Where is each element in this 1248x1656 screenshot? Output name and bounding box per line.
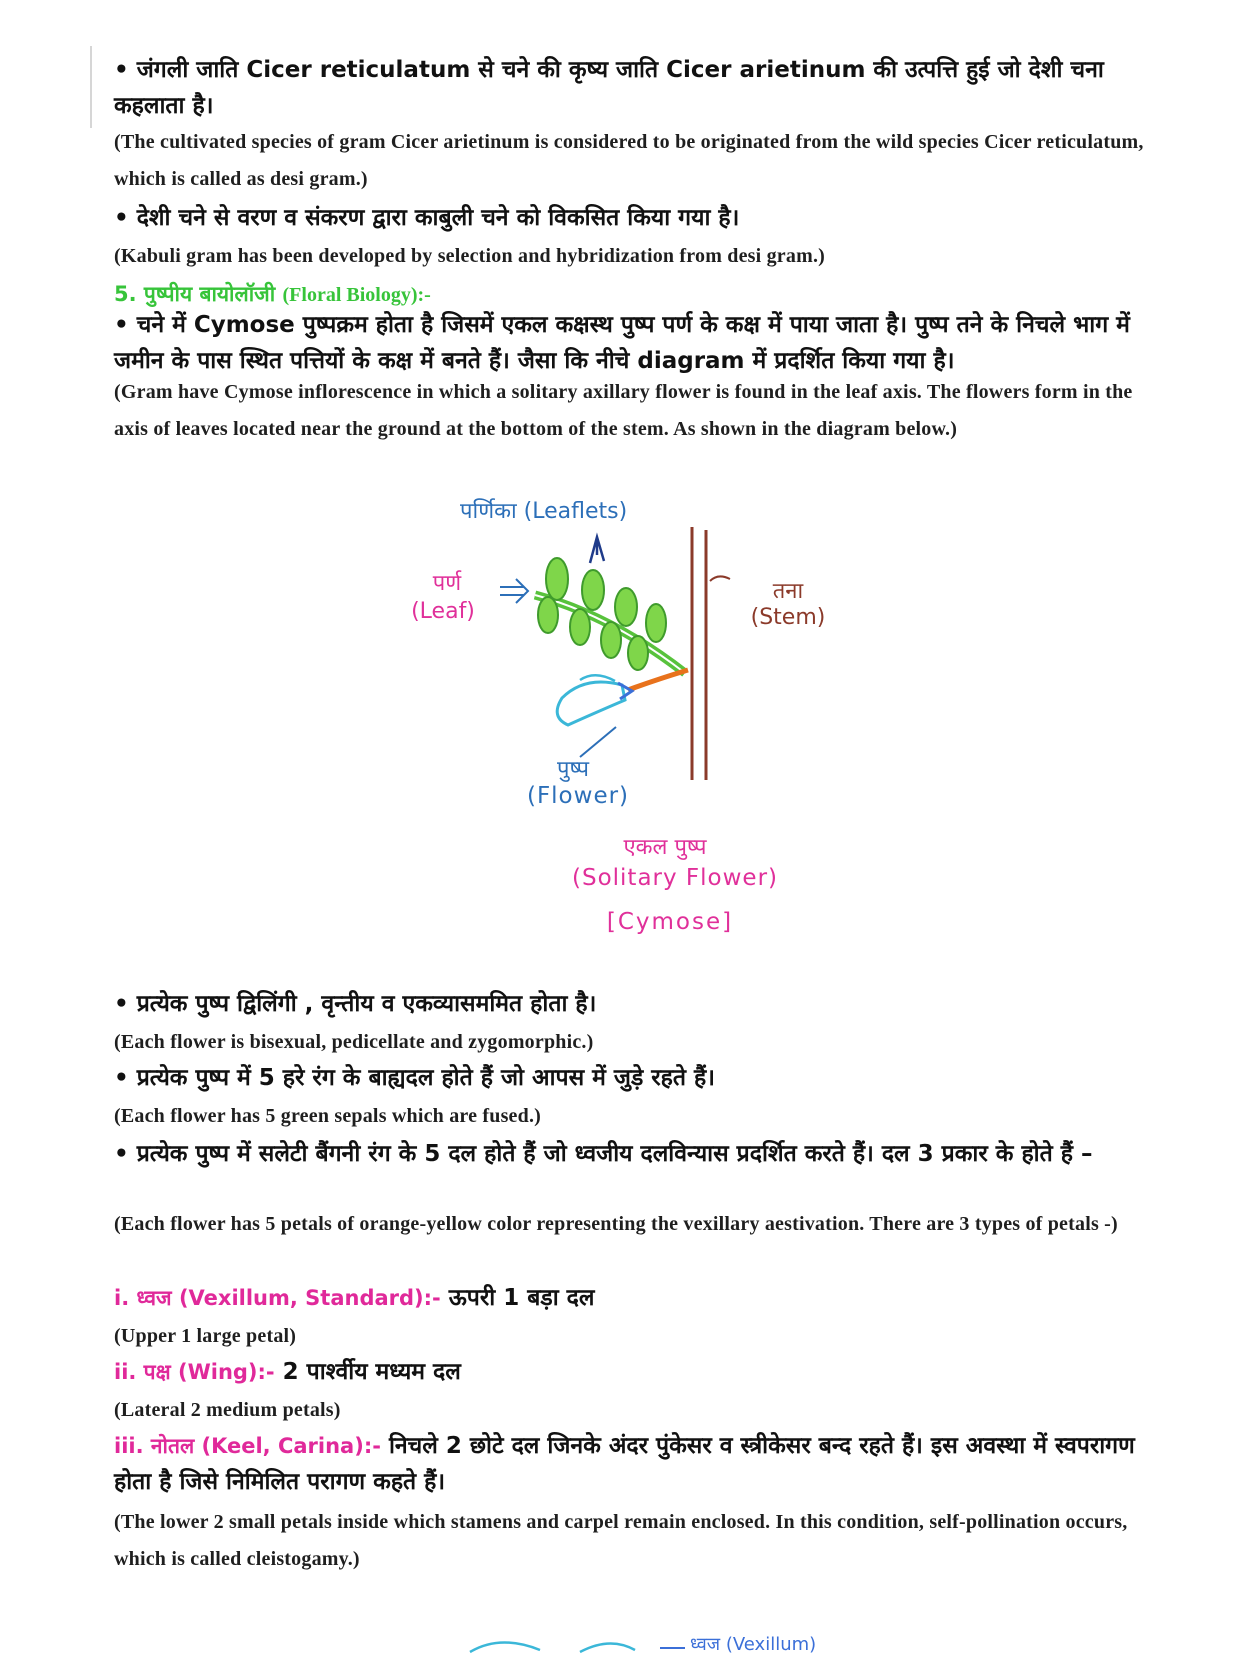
stem-pointer: [710, 576, 730, 581]
label-leaflets: पर्णिका (Leaflets): [460, 499, 628, 524]
p3-hindi: • चने में Cymose पुष्पक्रम होता है जिसमें एकल कक्षस्थ पुष्प पर्ण के कक्ष में पाया जाता है। पुष्प तने के निचले भाग में जमीन के पास स्थित पत्तियों के कक्ष में बनते हैं। जैसा कि नीचे diagram में प्रदर्शित किया गया है।: [114, 312, 1130, 374]
label-leaf-hindi: पर्ण: [432, 571, 462, 596]
caption-english: (Solitary Flower): [572, 865, 778, 891]
petal-wing-english: (Lateral 2 medium petals): [114, 1399, 341, 1421]
footer-sketch-curve-1: [470, 1642, 540, 1652]
petal-keel-label: iii. नोतल (Keel, Carina):-: [114, 1434, 381, 1458]
leaflet-4: [646, 604, 666, 642]
label-flower-hindi: पुष्प: [556, 757, 590, 782]
p5-hindi: • प्रत्येक पुष्प में 5 हरे रंग के बाह्यदल होते हैं जो आपस में जुड़े रहते हैं।: [114, 1065, 715, 1091]
petal-keel-english: (The lower 2 small petals inside which stamens and carpel remain enclosed. In this condition, self-pollination occurs, which is called cleistogamy.): [114, 1511, 1128, 1570]
heading-english: (Floral Biology):-: [282, 284, 431, 306]
petal-vexillum-label: i. ध्वज (Vexillum, Standard):-: [114, 1286, 441, 1310]
leaf-arrow: [500, 579, 528, 603]
margin-rule: [90, 46, 92, 128]
label-flower-english: (Flower): [526, 783, 630, 809]
caption-type: [Cymose]: [606, 909, 734, 935]
petal-vexillum-english: (Upper 1 large petal): [114, 1325, 297, 1347]
p2-hindi: • देशी चने से वरण व संकरण द्वारा काबुली चने को विकसित किया गया है।: [114, 205, 740, 231]
footer-sketch-label: ध्वज (Vexillum): [690, 1634, 817, 1655]
heading-hindi: 5. पुष्पीय बायोलॉजी: [114, 282, 276, 306]
leaflet-7: [601, 622, 621, 658]
petal-wing-hindi: 2 पार्श्वीय मध्यम दल: [274, 1359, 461, 1385]
p1-english: (The cultivated species of gram Cicer arietinum is considered to be originated from the wild species Cicer reticulatum, which is called as desi gram.): [114, 131, 1144, 190]
label-leaf-english: (Leaf): [411, 599, 475, 624]
caption-hindi: एकल पुष्प: [623, 835, 707, 860]
leaflet-8: [628, 636, 648, 670]
petal-vexillum-line: [114, 1280, 1164, 1316]
leaflet-6: [570, 609, 590, 645]
footer-sketch-curve-2: [580, 1643, 635, 1652]
petal-wing-line: [114, 1354, 1164, 1390]
p5-english: (Each flower has 5 green sepals which are fused.): [114, 1105, 542, 1127]
leaflet-3: [615, 588, 637, 626]
p2-english: (Kabuli gram has been developed by selection and hybridization from desi gram.): [114, 245, 826, 267]
footer-sketch: [460, 1630, 880, 1656]
leaflet-5: [538, 597, 558, 633]
flower-corolla: [557, 682, 625, 725]
label-stem-hindi: तना: [772, 579, 804, 604]
leaflets-arrow: [590, 537, 604, 563]
leaflet-1: [546, 558, 568, 600]
p6-hindi: • प्रत्येक पुष्प में सलेटी बैंगनी रंग के 5 दल होते हैं जो ध्वजीय दलविन्यास प्रदर्शित करते हैं। दल 3 प्रकार के होते हैं –: [114, 1141, 1093, 1167]
inflorescence-diagram: [400, 495, 860, 985]
p4-hindi: • प्रत्येक पुष्प द्विलिंगी , वृन्तीय व एकव्यासममित होता है।: [114, 991, 597, 1017]
petal-vexillum-hindi: ऊपरी 1 बड़ा दल: [440, 1285, 595, 1311]
petal-keel-line: [114, 1428, 1164, 1500]
p1-hindi: • जंगली जाति Cicer reticulatum से चने की कृष्य जाति Cicer arietinum की उत्पत्ति हुई जो देशी चना कहलाता है।: [114, 57, 1104, 119]
leaflet-2: [582, 570, 604, 610]
p3-english: (Gram have Cymose inflorescence in which a solitary axillary flower is found in the leaf axis. The flowers form in the axis of leaves located near the ground at the bottom of the stem. As shown in the diagram below.): [114, 381, 1133, 440]
label-stem-english: (Stem): [750, 605, 826, 630]
p4-english: (Each flower is bisexual, pedicellate and zygomorphic.): [114, 1031, 594, 1053]
section-heading-floral-biology: [114, 279, 1164, 310]
petal-keel-hindi: निचले 2 छोटे दल जिनके अंदर पुंकेसर व स्त्रीकेसर बन्द रहते हैं। इस अवस्था में स्वपरागण होता है जिसे निमिलित परागण कहते हैं।: [114, 1433, 1135, 1495]
pedicel: [628, 670, 688, 690]
flower-petal-top: [580, 675, 615, 681]
petal-wing-label: ii. पक्ष (Wing):-: [114, 1360, 275, 1384]
p6-english: (Each flower has 5 petals of orange-yellow color representing the vexillary aestivation. There are 3 types of petals -): [114, 1213, 1118, 1235]
